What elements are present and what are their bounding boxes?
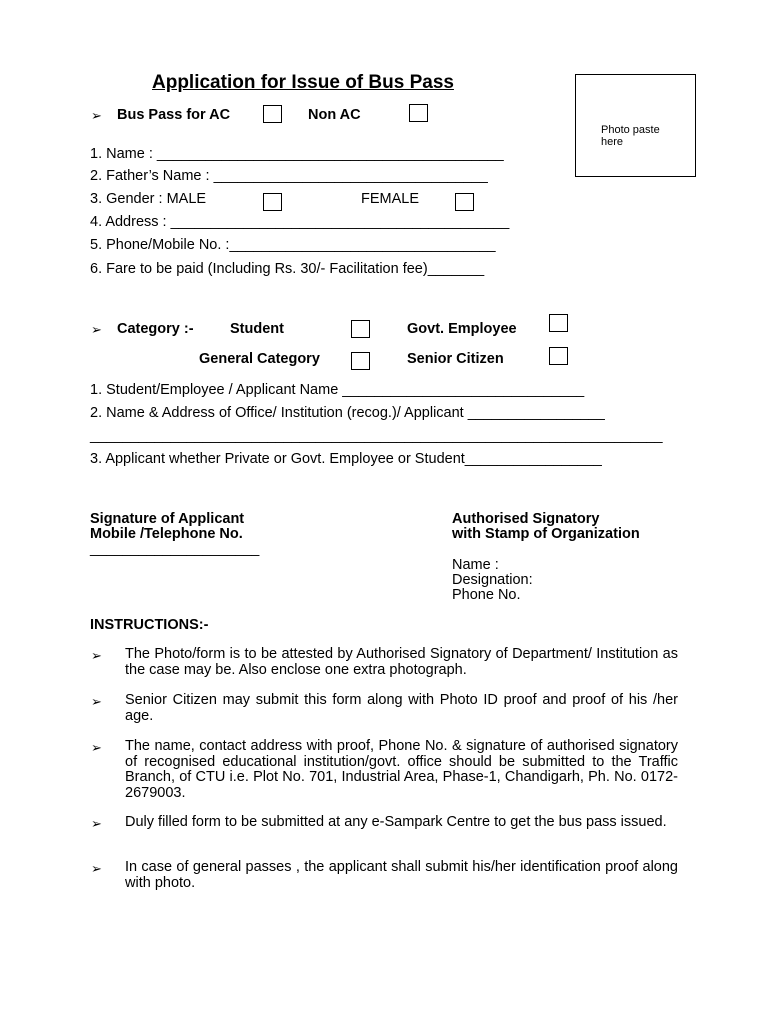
field-applicant-type[interactable]: 3. Applicant whether Private or Govt. Employee or Student_________________ [90, 451, 602, 467]
field-address[interactable]: 4. Address : __________________________________________ [90, 214, 510, 230]
field-gender: 3. Gender : MALE [90, 191, 207, 207]
general-category-checkbox[interactable] [351, 352, 370, 370]
bullet-arrow-icon: ➢ [91, 648, 102, 663]
signature-line[interactable]: _____________________ [90, 541, 260, 557]
signature-applicant: Signature of Applicant [90, 511, 245, 527]
field-applicant-name[interactable]: 1. Student/Employee / Applicant Name ______________________________ [90, 382, 585, 398]
student-checkbox[interactable] [351, 320, 370, 338]
ac-checkbox[interactable] [263, 105, 282, 123]
instruction-4: Duly filled form to be submitted at any e-Sampark Centre to get the bus pass issued. [125, 814, 667, 830]
auth-phone-label: Phone No. [452, 587, 521, 603]
field-office-address-cont[interactable]: _______________________________________________________________________ [90, 428, 663, 444]
senior-citizen-checkbox[interactable] [549, 347, 568, 365]
ac-label: Bus Pass for AC [117, 107, 231, 123]
bullet-arrow-icon: ➢ [91, 740, 102, 755]
male-checkbox[interactable] [263, 193, 282, 211]
bullet-arrow-icon: ➢ [91, 816, 102, 831]
instruction-1: The Photo/form is to be attested by Authorised Signatory of Department/ Institution as the case may be. Also enclose one extra photograph. [125, 646, 678, 678]
mobile-telephone-label: Mobile /Telephone No. [90, 526, 243, 542]
category-label: Category :- [117, 321, 194, 337]
stamp-label: with Stamp of Organization [452, 526, 640, 542]
govt-employee-checkbox[interactable] [549, 314, 568, 332]
bullet-arrow-icon: ➢ [91, 108, 102, 123]
instruction-2: Senior Citizen may submit this form along with Photo ID proof and proof of his /her age. [125, 692, 678, 724]
photo-box-label: Photo paste here [601, 124, 660, 148]
instruction-5: In case of general passes , the applicant shall submit his/her identification proof along with photo. [125, 859, 678, 891]
non-ac-label: Non AC [308, 107, 361, 123]
female-checkbox[interactable] [455, 193, 474, 211]
student-label: Student [230, 321, 284, 337]
non-ac-checkbox[interactable] [409, 104, 428, 122]
authorised-signatory: Authorised Signatory [452, 511, 600, 527]
page-title: Application for Issue of Bus Pass [152, 72, 454, 93]
bullet-arrow-icon: ➢ [91, 694, 102, 709]
general-category-label: General Category [199, 351, 320, 367]
govt-employee-label: Govt. Employee [407, 321, 517, 337]
instructions-heading: INSTRUCTIONS:- [90, 617, 209, 633]
field-fare[interactable]: 6. Fare to be paid (Including Rs. 30/- Facilitation fee)_______ [90, 261, 485, 277]
field-father-name[interactable]: 2. Father’s Name : __________________________________ [90, 168, 488, 184]
field-office-address[interactable]: 2. Name & Address of Office/ Institution (recog.)/ Applicant _________________ [90, 405, 605, 421]
field-phone[interactable]: 5. Phone/Mobile No. :_________________________________ [90, 237, 496, 253]
bullet-arrow-icon: ➢ [91, 861, 102, 876]
auth-designation-label: Designation: [452, 572, 533, 588]
instruction-3: The name, contact address with proof, Phone No. & signature of authorised signatory of recognised educational institution/govt. office should be submitted to the Traffic Branch, of CTU i.e. Plot No. 701, Industrial Area, Phase-1, Chandigarh, Ph. No. 0172-2679003. [125, 738, 678, 801]
auth-name-label: Name : [452, 557, 499, 573]
bullet-arrow-icon: ➢ [91, 322, 102, 337]
senior-citizen-label: Senior Citizen [407, 351, 504, 367]
field-name[interactable]: 1. Name : ___________________________________________ [90, 146, 504, 162]
photo-box[interactable] [575, 74, 696, 177]
female-label: FEMALE [361, 191, 420, 207]
